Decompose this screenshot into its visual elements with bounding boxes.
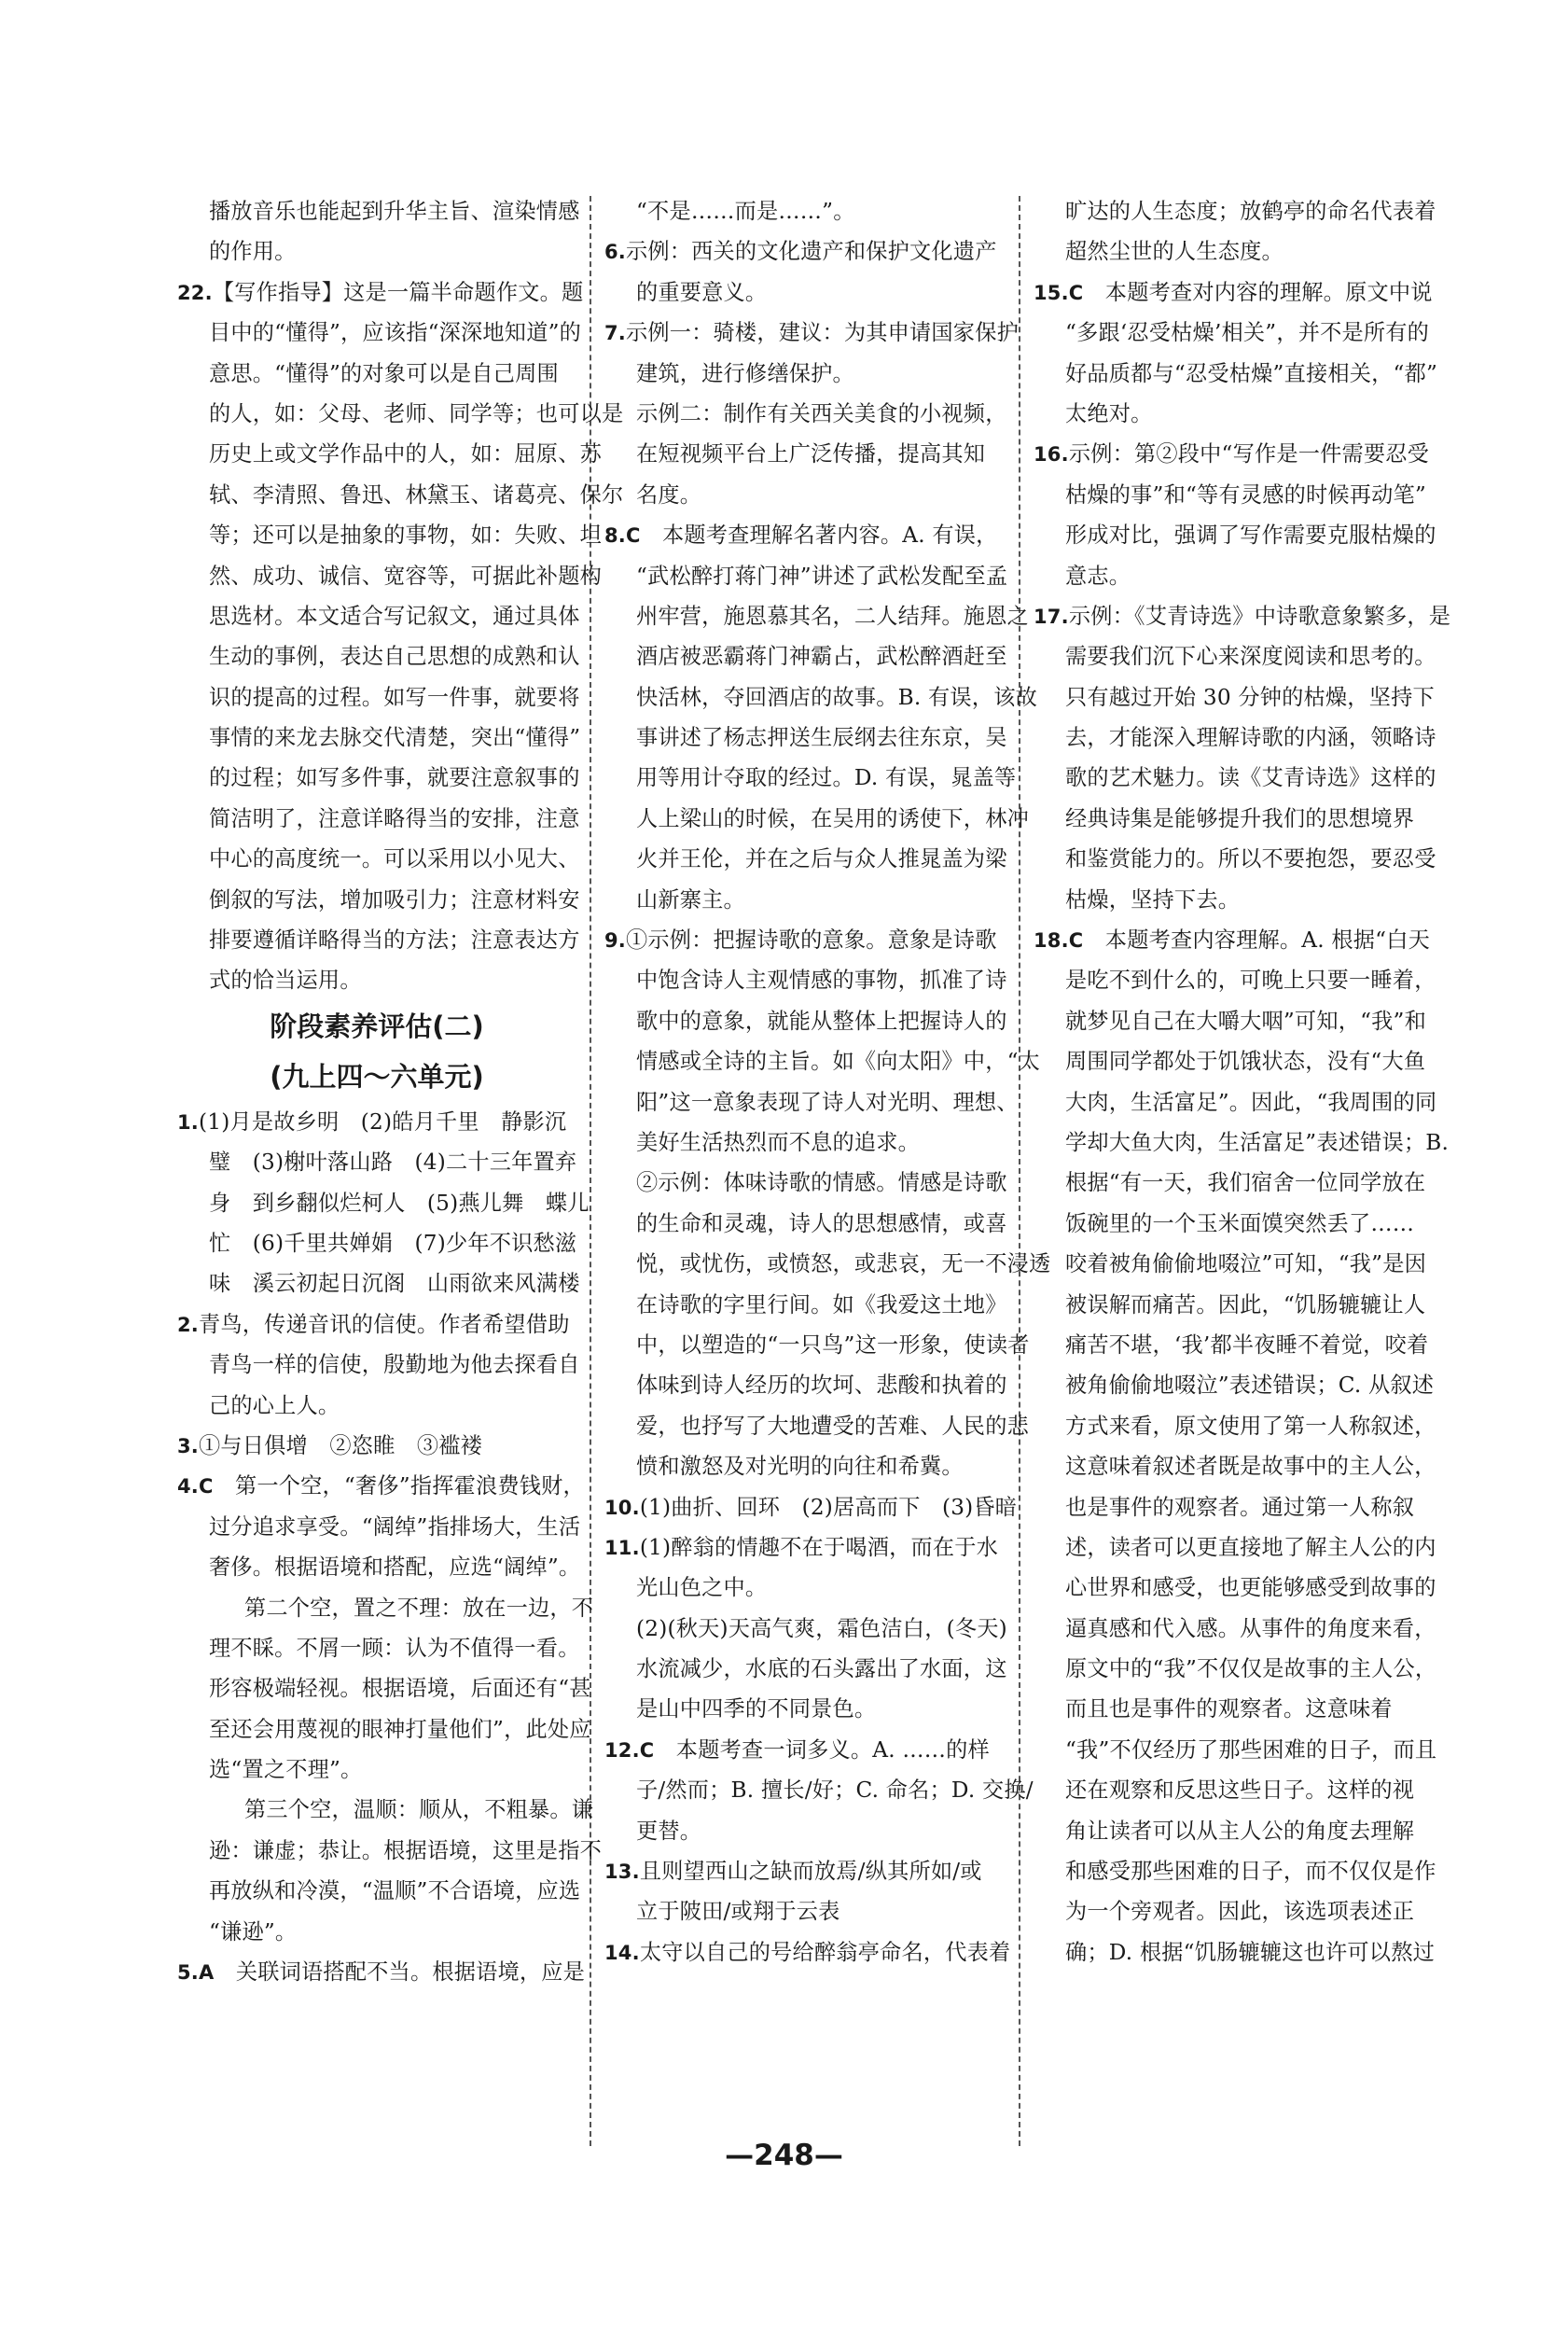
text-line: 为一个旁观者。因此，该选项表述正 <box>1065 1899 1415 1925</box>
text-line: “不是……而是……”。 <box>636 199 855 224</box>
text-line: 愤和激怒及对光明的向往和希冀。 <box>636 1454 964 1480</box>
text-line: (1)曲折、回环 (2)居高而下 (3)昏暗 <box>639 1494 1018 1520</box>
text-line: 更替。 <box>636 1818 702 1844</box>
section-subtitle: (九上四～六单元) <box>270 1060 484 1093</box>
text-line: 的过程；如写多件事，就要注意叙事的 <box>209 765 580 791</box>
text-line: 而且也是事件的观察者。这意味着 <box>1065 1696 1393 1722</box>
text-line: 快活林，夺回酒店的故事。B. 有误，该故 <box>636 684 1037 710</box>
text-line: 奢侈。根据语境和搭配，应选“阔绰”。 <box>209 1554 581 1581</box>
text-line: 历史上或文学作品中的人，如：屈原、苏 <box>209 441 602 467</box>
answer-12 <box>604 1730 1006 1770</box>
text-line: 的重要意义。 <box>636 279 768 305</box>
text-line: 好品质都与“忍受枯燥”直接相关，“都” <box>1065 360 1438 386</box>
answer-15 <box>1034 272 1433 313</box>
text-line: 人上梁山的时候，在吴用的诱使下，林冲 <box>636 805 1029 831</box>
text-line: 大肉，生活富足”。因此，“我周围的同 <box>1065 1089 1437 1115</box>
text-line: 太守以自己的号给醉翁亭命名，代表着 <box>639 1939 1011 1965</box>
text-line: 山新寨主。 <box>636 886 745 913</box>
question-number: 11. <box>604 1536 640 1559</box>
text-line: 酒店被恶霸蒋门神霸占，武松醉酒赶至 <box>636 644 1007 670</box>
text-line: 学却大鱼大肉，生活富足”表述错误；B. <box>1065 1129 1450 1155</box>
text-line: 简洁明了，注意详略得当的安排，注意 <box>209 805 580 831</box>
question-number: 14. <box>604 1941 640 1964</box>
text-line: 体味到诗人经历的坎坷、悲酸和执着的 <box>636 1373 1007 1399</box>
text-line: 忙 (6)千里共婵娟 (7)少年不识愁滋 <box>209 1230 577 1256</box>
text-line: 事情的来龙去脉交代清楚，突出“懂得” <box>209 725 581 751</box>
text-line: 心世界和感受，也更能够感受到故事的 <box>1065 1575 1436 1601</box>
question-number: 1. <box>177 1110 199 1134</box>
text-line: 然、成功、诚信、宽容等，可据此补题构 <box>209 563 602 589</box>
text-line: ②示例：体味诗歌的情感。情感是诗歌 <box>636 1170 1007 1196</box>
answer-5 <box>177 1952 586 1992</box>
text-line: “多跟‘忍受枯燥’相关”，并不是所有的 <box>1065 320 1430 346</box>
text-line: 意志。 <box>1065 563 1131 589</box>
text-line: 和感受那些困难的日子，而不仅仅是作 <box>1065 1859 1436 1885</box>
text-line: 是山中四季的不同景色。 <box>636 1696 877 1722</box>
text-line: 的人，如：父母、老师、同学等；也可以是 <box>209 400 624 426</box>
column-middle <box>604 191 1051 1973</box>
text-line: 旷达的人生态度；放鹤亭的命名代表着 <box>1065 199 1436 224</box>
text-line: 第一个空，“奢侈”指挥霍浪费钱财， <box>213 1473 585 1499</box>
answer-8 <box>604 515 1006 555</box>
text-line: 形容极端轻视。根据语境，后面还有“甚 <box>209 1676 591 1702</box>
text-line: 光山色之中。 <box>636 1575 768 1601</box>
text-line: 的生命和灵魂，诗人的思想感情，或喜 <box>636 1210 1007 1236</box>
text-line: ①示例：把握诗歌的意象。意象是诗歌 <box>626 927 997 954</box>
text-line: 式的恰当运用。 <box>209 968 362 994</box>
text-line: 原文中的“我”不仅仅是故事的主人公， <box>1065 1656 1437 1682</box>
text-line: 在诗歌的字里行间。如《我爱这土地》 <box>636 1291 1007 1317</box>
column-right <box>1034 191 1451 1973</box>
text-line: 子/然而；B. 擅长/好；C. 命名；D. 交换/ <box>636 1777 1034 1804</box>
text-line: 阳”这一意象表现了诗人对光明、理想、 <box>636 1089 1019 1115</box>
text-line: 排要遵循详略得当的方法；注意表达方 <box>209 927 580 954</box>
text-line: 方式来看，原文使用了第一人称叙述， <box>1065 1413 1436 1439</box>
text-line: (1)月是故乡明 (2)皓月千里 静影沉 <box>199 1108 567 1135</box>
text-line: 超然尘世的人生态度。 <box>1065 239 1284 265</box>
text-line: 再放纵和冷漠，“温顺”不合语境，应选 <box>209 1878 581 1904</box>
text-line: 名度。 <box>636 481 702 508</box>
text-line: 咬着被角偷偷地啜泣”可知，“我”是因 <box>1065 1251 1426 1277</box>
text-line: 太绝对。 <box>1065 400 1153 426</box>
text-line: 关联词语搭配不当。根据语境，应是 <box>214 1959 586 1986</box>
text-line: 身 到乡翻似烂柯人 (5)燕儿舞 蝶儿 <box>209 1190 590 1216</box>
text-line: 枯燥的事”和“等有灵感的时候再动笔” <box>1065 481 1426 508</box>
text-line: 歌的艺术魅力。读《艾青诗选》这样的 <box>1065 765 1436 791</box>
column-divider-2 <box>1019 196 1020 2146</box>
text-line: 建筑，进行修缮保护。 <box>636 360 854 386</box>
text-line: 至还会用蔑视的眼神打量他们”，此处应 <box>209 1716 591 1742</box>
text-line: 逊：谦虚；恭让。根据语境，这里是指不 <box>209 1837 602 1863</box>
question-number: 8.C <box>604 524 641 548</box>
question-number: 7. <box>604 322 626 345</box>
text-line: 过分追求享受。“阔绰”指排场大，生活 <box>209 1513 581 1540</box>
text-line: 在短视频平台上广泛传播，提高其知 <box>636 441 986 467</box>
text-line: 痛苦不堪，‘我’都半夜睡不着觉，咬着 <box>1065 1331 1429 1358</box>
text-line: 枯燥，坚持下去。 <box>1065 886 1241 913</box>
text-line: 也是事件的观察者。通过第一人称叙 <box>1065 1494 1415 1520</box>
text-line: 示例二：制作有关西关美食的小视频， <box>636 400 1007 426</box>
answer-6 <box>604 231 1006 272</box>
text-line: 第三个空，温顺：顺从，不粗暴。谦 <box>244 1797 594 1823</box>
text-line: 中饱含诗人主观情感的事物，抓准了诗 <box>636 968 1007 994</box>
text-line: 周围同学都处于饥饿状态，没有“大鱼 <box>1065 1049 1426 1075</box>
question-number: 2. <box>177 1313 199 1336</box>
text-line: 还在观察和反思这些日子。这样的视 <box>1065 1777 1415 1804</box>
text-line: (1)醉翁的情趣不在于喝酒，而在于水 <box>639 1534 999 1560</box>
question-number: 22. <box>177 281 213 304</box>
question-number: 9. <box>604 929 626 953</box>
answer-4 <box>177 1466 585 1506</box>
text-line: 示例：第②段中“写作是一件需要忍受 <box>1068 441 1430 467</box>
text-line: 用等用计夺取的经过。D. 有误，晁盖等 <box>636 765 1017 791</box>
text-line: 本题考查一词多义。A. ……的样 <box>654 1736 990 1763</box>
text-line: 火并王伦，并在之后与众人推晁盖为梁 <box>636 846 1007 872</box>
question-number: 4.C <box>177 1475 214 1499</box>
text-line: 的作用。 <box>209 239 297 265</box>
text-line: 璧 (3)榭叶落山路 (4)二十三年置弃 <box>209 1150 577 1176</box>
text-line: 生动的事例，表达自己思想的成熟和认 <box>209 644 580 670</box>
question-number: 13. <box>604 1861 640 1884</box>
text-line: 只有越过开始 30 分钟的枯燥，坚持下 <box>1065 684 1435 710</box>
question-number: 5.A <box>177 1961 215 1985</box>
answer-2 <box>177 1304 576 1345</box>
text-line: 本题考查对内容的理解。原文中说 <box>1083 279 1433 305</box>
text-line: 本题考查理解名著内容。A. 有误， <box>640 523 998 549</box>
answer-9 <box>604 920 1006 960</box>
question-number: 3. <box>177 1434 199 1457</box>
text-line: “谦逊”。 <box>209 1918 298 1945</box>
text-line: 去，才能深入理解诗歌的内涵，领略诗 <box>1065 725 1436 751</box>
text-line: 选“置之不理”。 <box>209 1757 363 1783</box>
question-number: 18.C <box>1034 929 1084 953</box>
answer-22 <box>177 272 584 313</box>
page-number: —248— <box>725 2139 843 2172</box>
text-line: 目中的“懂得”，应该指“深深地知道”的 <box>209 320 582 346</box>
question-number: 12.C <box>604 1738 655 1762</box>
text-line: “我”不仅经历了那些困难的日子，而且 <box>1065 1736 1437 1763</box>
text-line: ①与日俱增 ②恣睢 ③褴褛 <box>199 1432 483 1458</box>
text-line: 示例一：骑楼，建议：为其申请国家保护 <box>626 320 1019 346</box>
text-line: 需要我们沉下心来深度阅读和思考的。 <box>1065 644 1436 670</box>
answer-11 <box>604 1527 1006 1568</box>
text-line: 倒叙的写法，增加吸引力；注意材料安 <box>209 886 580 913</box>
text-line: 识的提高的过程。如写一件事，就要将 <box>209 684 580 710</box>
question-number: 6. <box>604 241 626 264</box>
text-line: 【写作指导】这是一篇半命题作文。题 <box>212 279 584 305</box>
answer-18 <box>1034 920 1433 960</box>
text-line: 是吃不到什么的，可晚上只要一睡着， <box>1065 968 1436 994</box>
text-line: 味 溪云初起日沉阁 山雨欲来风满楼 <box>209 1271 580 1297</box>
text-line: 己的心上人。 <box>209 1392 340 1418</box>
answer-7 <box>604 313 1019 353</box>
text-line: 示例：西关的文化遗产和保护文化遗产 <box>626 239 997 265</box>
text-line: 青鸟一样的信使，殷勤地为他去探看自 <box>209 1352 580 1378</box>
text-line: 美好生活热烈而不息的追求。 <box>636 1129 921 1155</box>
text-line: 确；D. 根据“饥肠辘辘这也许可以熬过 <box>1065 1939 1435 1965</box>
text-line: 轼、李清照、鲁迅、林黛玉、诸葛亮、保尔 <box>209 481 624 508</box>
text-line: (2)(秋天)天高气爽，霜色洁白，(冬天) <box>636 1615 1007 1641</box>
answer-16 <box>1034 434 1433 474</box>
question-number: 17. <box>1034 605 1069 628</box>
text-line: 被误解而痛苦。因此，“饥肠辘辘让人 <box>1065 1291 1426 1317</box>
text-line: 述，读者可以更直接地了解主人公的内 <box>1065 1534 1436 1560</box>
text-line: 爱，也抒写了大地遭受的苦难、人民的悲 <box>636 1413 1029 1439</box>
answer-14 <box>604 1932 1011 1973</box>
text-line: 就梦见自己在大嚼大咽”可知，“我”和 <box>1065 1008 1426 1034</box>
text-line: “武松醉打蒋门神”讲述了武松发配至孟 <box>636 563 1008 589</box>
text-line: 意思。“懂得”的对象可以是自己周围 <box>209 360 559 386</box>
answer-3 <box>177 1426 576 1466</box>
text-line: 理不睬。不屑一顾：认为不值得一看。 <box>209 1635 580 1661</box>
text-line: 本题考查内容理解。A. 根据“白天 <box>1083 927 1430 954</box>
section-title: 阶段素养评估(二) <box>270 1010 484 1042</box>
text-line: 形成对比，强调了写作需要克服枯燥的 <box>1065 523 1436 549</box>
answer-13 <box>604 1851 1006 1891</box>
text-line: 示例：《艾青诗选》中诗歌意象繁多，是 <box>1068 603 1451 629</box>
text-line: 和鉴赏能力的。所以不要抱怨，要忍受 <box>1065 846 1436 872</box>
text-line: 角让读者可以从主人公的角度去理解 <box>1065 1818 1415 1844</box>
text-line: 青鸟，传递音讯的信使。作者希望借助 <box>199 1311 570 1337</box>
text-line: 立于陂田/或翔于云表 <box>636 1899 840 1925</box>
text-line: 逼真感和代入感。从事件的角度来看， <box>1065 1615 1436 1641</box>
text-line: 事讲述了杨志押送生辰纲去往东京，吴 <box>636 725 1007 751</box>
text-line: 等；还可以是抽象的事物，如：失败、坦 <box>209 523 602 549</box>
text-line: 情感或全诗的主旨。如《向太阳》中，“太 <box>636 1049 1041 1075</box>
answer-1 <box>177 1102 576 1142</box>
text-line: 播放音乐也能起到升华主旨、渲染情感 <box>209 199 580 224</box>
answer-17 <box>1034 596 1451 636</box>
question-number: 10. <box>604 1496 640 1519</box>
text-line: 州牢营，施恩慕其名，二人结拜。施恩之 <box>636 603 1029 629</box>
question-number: 16. <box>1034 443 1069 467</box>
text-line: 中，以塑造的“一只鸟”这一形象，使读者 <box>636 1331 1030 1358</box>
text-line: 经典诗集是能够提升我们的思想境界 <box>1065 805 1415 831</box>
answer-10 <box>604 1487 1018 1527</box>
text-line: 思选材。本文适合写记叙文，通过具体 <box>209 603 580 629</box>
text-line: 这意味着叙述者既是故事中的主人公， <box>1065 1454 1436 1480</box>
question-number: 15.C <box>1034 281 1084 304</box>
text-line: 悦，或忧伤，或愤怒，或悲哀，无一不浸透 <box>636 1251 1051 1277</box>
text-line: 歌中的意象，就能从整体上把握诗人的 <box>636 1008 1007 1034</box>
text-line: 水流减少，水底的石头露出了水面，这 <box>636 1656 1007 1682</box>
text-line: 被角偷偷地啜泣”表述错误；C. 从叙述 <box>1065 1373 1435 1399</box>
text-line: 中心的高度统一。可以采用以小见大、 <box>209 846 580 872</box>
text-line: 根据“有一天，我们宿舍一位同学放在 <box>1065 1170 1426 1196</box>
text-line: 第二个空，置之不理：放在一边，不 <box>244 1595 594 1621</box>
text-line: 饭碗里的一个玉米面馍突然丢了…… <box>1065 1210 1415 1236</box>
text-line: 且则望西山之缺而放焉/纵其所如/或 <box>639 1859 982 1885</box>
